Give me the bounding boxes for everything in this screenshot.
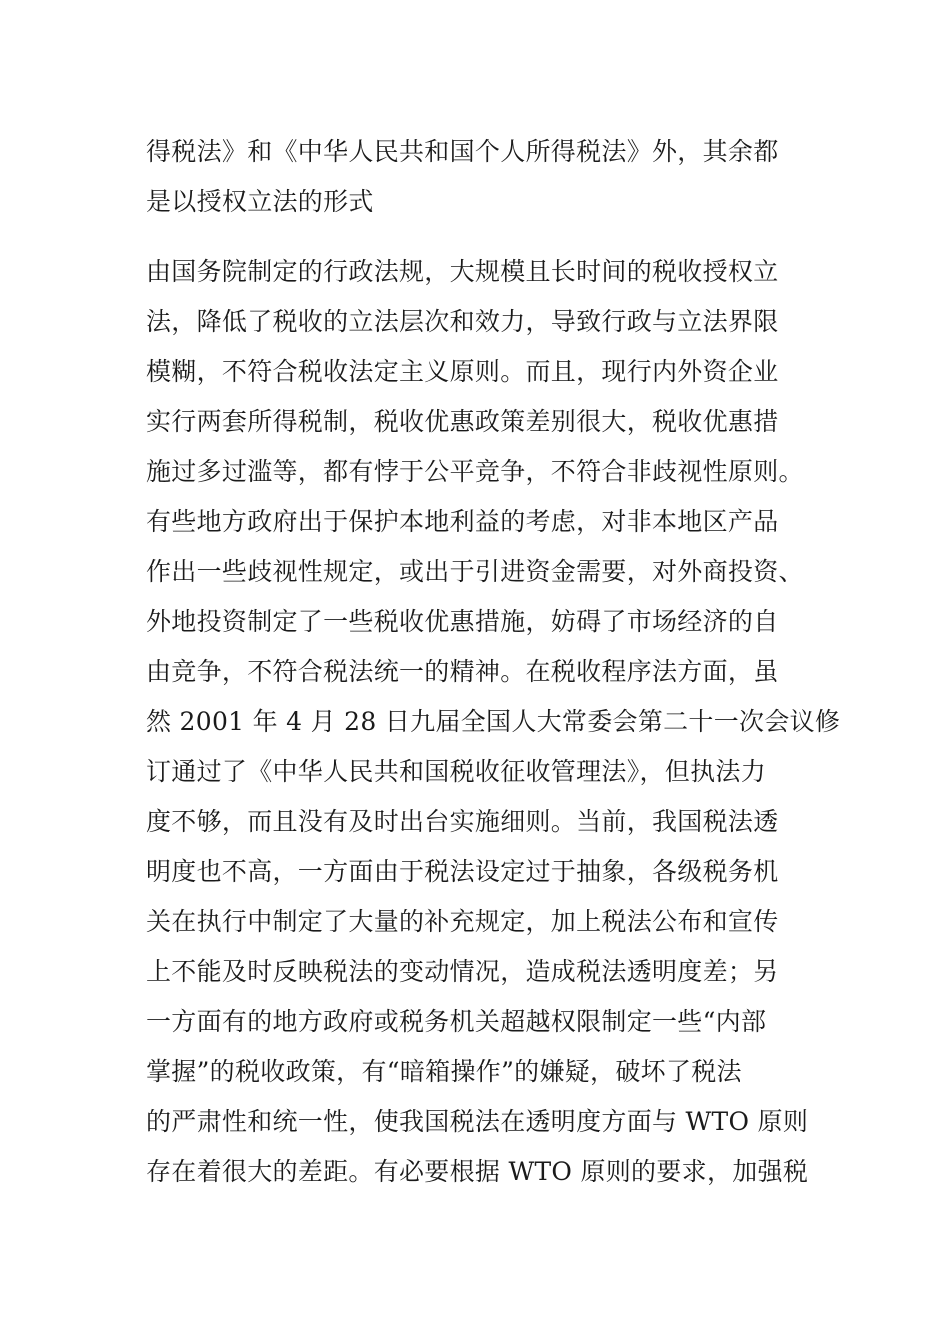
text-line: 掌握”的税收政策，有“暗箱操作”的嫌疑，破坏了税法 [146,1057,742,1086]
text-line: 外地投资制定了一些税收优惠措施，妨碍了市场经济的自 [146,607,779,636]
text-line: 实行两套所得税制，税收优惠政策差别很大，税收优惠措 [146,407,779,436]
text-line: 由竞争，不符合税法统一的精神。在税收程序法方面，虽 [146,657,779,686]
text-line: 度不够，而且没有及时出台实施细则。当前，我国税法透 [146,807,779,836]
text-line: 关在执行中制定了大量的补充规定，加上税法公布和宣传 [146,907,779,936]
text-line: 是以授权立法的形式 [146,187,374,216]
text-line: 然 2001 年 4 月 28 日九届全国人大常委会第二十一次会议修 [146,707,841,736]
paragraph-1 [146,127,816,227]
text-line: 明度也不高，一方面由于税法设定过于抽象，各级税务机 [146,857,779,886]
text-line: 上不能及时反映税法的变动情况，造成税法透明度差；另 [146,957,779,986]
text-line: 由国务院制定的行政法规，大规模且长时间的税收授权立 [146,257,779,286]
text-line: 存在着很大的差距。有必要根据 WTO 原则的要求，加强税 [146,1157,809,1186]
text-line: 施过多过滥等，都有悖于公平竞争，不符合非歧视性原则。 [146,457,804,486]
text-line: 订通过了《中华人民共和国税收征收管理法》，但执法力 [146,757,767,786]
text-line: 模糊，不符合税收法定主义原则。而且，现行内外资企业 [146,357,779,386]
text-line: 一方面有的地方政府或税务机关超越权限制定一些“内部 [146,1007,767,1036]
paragraph-2 [146,247,841,1197]
text-line: 得税法》和《中华人民共和国个人所得税法》外，其余都 [146,137,779,166]
text-line: 的严肃性和统一性，使我国税法在透明度方面与 WTO 原则 [146,1107,809,1136]
text-line: 作出一些歧视性规定，或出于引进资金需要，对外商投资、 [146,557,804,586]
text-line: 有些地方政府出于保护本地利益的考虑，对非本地区产品 [146,507,779,536]
text-line: 法，降低了税收的立法层次和效力，导致行政与立法界限 [146,307,779,336]
